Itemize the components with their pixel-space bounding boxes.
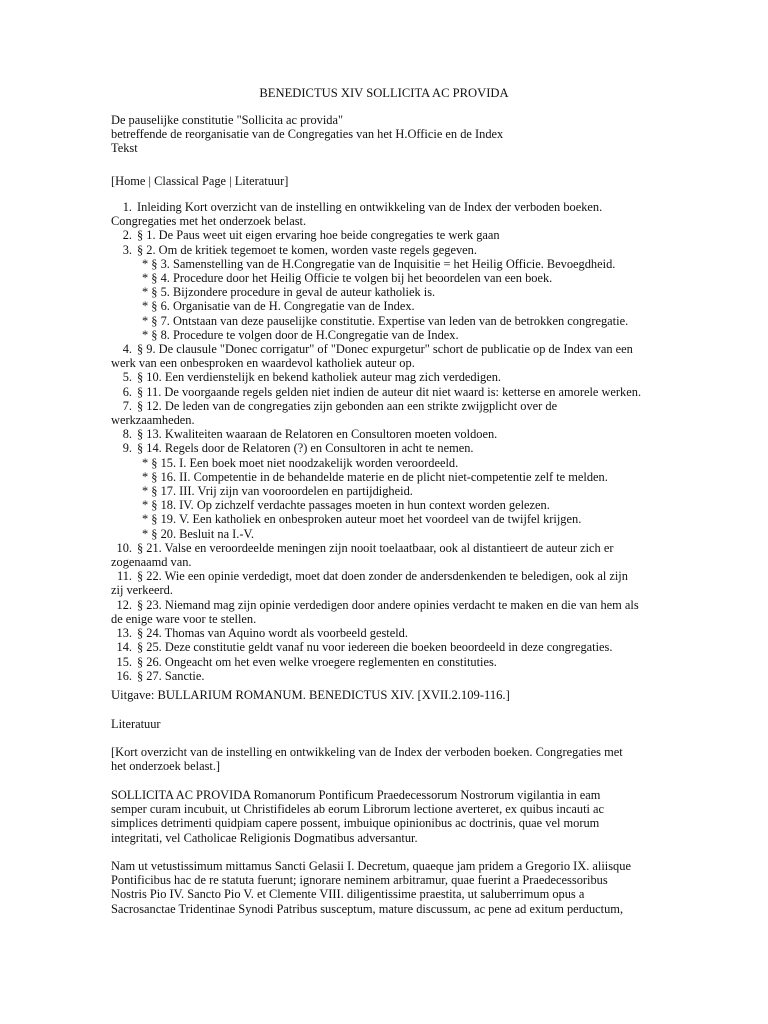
toc-subitem bbox=[111, 328, 661, 342]
nav-literatuur-link[interactable]: Literatuur bbox=[234, 174, 285, 188]
paragraph-line: simplices detrimenti quidpiam capere possent, imbuique opinionibus ac doctrinis, quae vel morum bbox=[111, 816, 600, 831]
toc-item bbox=[111, 399, 661, 427]
paragraph-latin-1 bbox=[111, 788, 667, 845]
toc-item-link[interactable]: de enige ware voor te stellen. bbox=[111, 611, 257, 626]
toc-item-number: 2. bbox=[122, 228, 132, 243]
toc-item bbox=[111, 640, 661, 654]
toc-item bbox=[111, 200, 661, 228]
toc-item bbox=[111, 243, 661, 257]
toc-subitem-link[interactable]: * § 8. Procedure te volgen door de H.Congregatie van de Index. bbox=[142, 327, 459, 342]
toc-item bbox=[111, 598, 661, 626]
intro-block bbox=[111, 113, 671, 156]
toc-subitem bbox=[111, 314, 661, 328]
toc-item bbox=[111, 626, 661, 640]
toc-subitem-link[interactable]: * § 17. III. Vrij zijn van vooroordelen en partijdigheid. bbox=[142, 484, 413, 499]
toc-item-link[interactable]: § 22. Wie een opinie verdedigt, moet dat doen zonder de andersdenkenden te beledigen, ook al zijn bbox=[137, 569, 628, 584]
toc-subitem-link[interactable]: * § 4. Procedure door het Heilig Officie te volgen bij het beoordelen van een boek. bbox=[142, 271, 553, 286]
nav-home-link[interactable]: Home bbox=[115, 174, 146, 188]
nav-links bbox=[111, 174, 288, 188]
toc-item-link[interactable]: § 13. Kwaliteiten waaraan de Relatoren en Consultoren moeten voldoen. bbox=[137, 427, 498, 442]
toc-item bbox=[111, 669, 661, 683]
toc-subitem-link[interactable]: * § 5. Bijzondere procedure in geval de auteur katholiek is. bbox=[142, 285, 436, 300]
toc-subitem bbox=[111, 257, 661, 271]
paragraph-line: Nam ut vetustissimum mittamus Sancti Gelasii I. Decretum, quaeque jam pridem a Gregorio IX. aliisque bbox=[111, 859, 631, 873]
intro-line: De pauselijke constitutie "Sollicita ac provida" bbox=[111, 113, 344, 127]
toc-item-link[interactable]: Inleiding Kort overzicht van de instelling en ontwikkeling van de Index der verboden boeken. bbox=[137, 200, 603, 214]
toc-item-link[interactable]: § 23. Niemand mag zijn opinie verdedigen door andere opinies verdacht te maken en die van hem als bbox=[137, 597, 639, 612]
toc-item-link[interactable]: zogenaamd van. bbox=[111, 555, 192, 570]
toc-item bbox=[111, 427, 661, 441]
toc-item bbox=[111, 541, 661, 569]
toc-item-number: 12. bbox=[116, 597, 132, 612]
toc-subitem-link[interactable]: * § 6. Organisatie van de H. Congregatie van de Index. bbox=[142, 299, 415, 314]
paragraph-latin-2 bbox=[111, 859, 667, 916]
toc-item-number: 13. bbox=[116, 626, 132, 641]
toc-item bbox=[111, 385, 661, 399]
toc-item-number: 16. bbox=[116, 668, 132, 683]
toc-item-link[interactable]: § 21. Valse en veroordeelde meningen zijn nooit toelaatbaar, ook al distantieert de auteur zich er bbox=[137, 540, 614, 555]
toc-item-number: 5. bbox=[122, 370, 132, 385]
toc-item-link[interactable]: § 9. De clausule "Donec corrigatur" of "Donec expurgetur" schort de publicatie op de Index van een bbox=[137, 342, 633, 357]
toc-item bbox=[111, 655, 661, 669]
nav-classical-page-link[interactable]: Classical Page bbox=[154, 174, 227, 188]
toc-item-number: 14. bbox=[116, 640, 132, 655]
nav-bracket-open: [ bbox=[111, 174, 116, 188]
paragraph-line: Pontificibus hac de re statuta fuerunt; ignorare neminem arbitramur, quae fuerint a Praedecessoribus bbox=[111, 873, 608, 888]
literatuur-label: Literatuur bbox=[111, 717, 161, 731]
toc-item-number: 10. bbox=[116, 540, 132, 555]
uitgave-line: Uitgave: BULLARIUM ROMANUM. BENEDICTUS XIV. [XVII.2.109-116.] bbox=[111, 688, 510, 702]
toc-subitem-link[interactable]: * § 19. V. Een katholiek en onbesproken auteur moet het voordeel van de twijfel krijgen. bbox=[142, 512, 582, 527]
toc-subitem bbox=[111, 470, 661, 484]
toc-item-number: 11. bbox=[116, 569, 132, 584]
table-of-contents bbox=[111, 200, 661, 683]
toc-item-link[interactable]: § 26. Ongeacht om het even welke vroegere reglementen en constituties. bbox=[137, 654, 497, 669]
toc-subitem-link[interactable]: * § 15. I. Een boek moet niet noodzakelijk worden veroordeeld. bbox=[142, 455, 459, 470]
toc-item-number: 4. bbox=[122, 342, 132, 357]
toc-item-link[interactable]: werk van een onbesproken en waardevol katholiek auteur op. bbox=[111, 356, 415, 371]
toc-subitem-link[interactable]: * § 16. II. Competentie in de behandelde materie en de plicht niet-competentie zelf te melden. bbox=[142, 469, 608, 484]
toc-subitem bbox=[111, 498, 661, 512]
toc-item-link[interactable]: § 2. Om de kritiek tegemoet te komen, worden vaste regels gegeven. bbox=[137, 242, 477, 257]
paragraph-overview bbox=[111, 745, 667, 773]
toc-subitem bbox=[111, 527, 661, 541]
toc-subitem bbox=[111, 512, 661, 526]
toc-item bbox=[111, 370, 661, 384]
toc-item-number: 3. bbox=[122, 242, 132, 257]
toc-item bbox=[111, 569, 661, 597]
toc-item-number: 15. bbox=[116, 654, 132, 669]
toc-item-link[interactable]: Congregaties met het onderzoek belast. bbox=[111, 214, 307, 229]
paragraph-line: semper curam incubuit, ut Christifideles ab eorum Librorum lectione averteret, ex quibus incauti ac bbox=[111, 802, 605, 817]
toc-item-link[interactable]: § 14. Regels door de Relatoren (?) en Consultoren in acht te nemen. bbox=[137, 441, 474, 456]
toc-item-link[interactable]: § 24. Thomas van Aquino wordt als voorbeeld gesteld. bbox=[137, 626, 408, 641]
toc-item-link[interactable]: § 12. De leden van de congregaties zijn gebonden aan een strikte zwijgplicht over de bbox=[137, 398, 558, 413]
toc-item-link[interactable]: § 11. De voorgaande regels gelden niet indien de auteur dit niet waard is: ketterse en amorele werken. bbox=[137, 384, 642, 399]
toc-item-link[interactable]: § 1. De Paus weet uit eigen ervaring hoe beide congregaties te werk gaan bbox=[137, 228, 500, 243]
paragraph-line: Sacrosanctae Tridentinae Synodi Patribus susceptum, mature discussum, ac pene ad exitum perductum, bbox=[111, 901, 624, 916]
toc-subitem-link[interactable]: * § 20. Besluit na I.-V. bbox=[142, 526, 254, 541]
toc-item-link[interactable]: § 27. Sanctie. bbox=[137, 668, 205, 683]
toc-item-link[interactable]: § 10. Een verdienstelijk en bekend katholiek auteur mag zich verdedigen. bbox=[137, 370, 502, 385]
toc-subitem-link[interactable]: * § 7. Ontstaan van deze pauselijke constitutie. Expertise van leden van de betrokken congregatie. bbox=[142, 313, 629, 328]
toc-item-number: 6. bbox=[122, 384, 132, 399]
toc-subitem bbox=[111, 484, 661, 498]
toc-subitem bbox=[111, 271, 661, 285]
toc-item-link[interactable]: werkzaamheden. bbox=[111, 413, 195, 428]
nav-separator: | bbox=[145, 174, 155, 188]
toc-item-number: 8. bbox=[122, 427, 132, 442]
paragraph-line: het onderzoek belast.] bbox=[111, 759, 221, 774]
toc-item-number: 7. bbox=[122, 398, 132, 413]
paragraph-line: integritati, vel Catholicae Religionis Dogmatibus adversantur. bbox=[111, 830, 418, 845]
toc-item-link[interactable]: zij verkeerd. bbox=[111, 583, 173, 598]
page-title: BENEDICTUS XIV SOLLICITA AC PROVIDA bbox=[259, 86, 509, 100]
toc-subitem bbox=[111, 299, 661, 313]
nav-bracket-close: ] bbox=[284, 174, 289, 188]
toc-item-number: 1. bbox=[122, 200, 132, 214]
toc-item bbox=[111, 342, 661, 370]
toc-subitem-link[interactable]: * § 3. Samenstelling van de H.Congregatie van de Inquisitie = het Heilig Officie. Bevoegdheid. bbox=[142, 256, 616, 271]
nav-separator: | bbox=[226, 174, 235, 188]
paragraph-line: SOLLICITA AC PROVIDA Romanorum Pontificum Praedecessorum Nostrorum vigilantia in eam bbox=[111, 788, 601, 802]
toc-subitem-link[interactable]: * § 18. IV. Op zichzelf verdachte passages moeten in hun context worden gelezen. bbox=[142, 498, 550, 513]
toc-item bbox=[111, 228, 661, 242]
toc-subitem bbox=[111, 456, 661, 470]
toc-item-number: 9. bbox=[122, 441, 132, 456]
paragraph-line: Nostris Pio IV. Sancto Pio V. et Clemente VIII. diligentissime praestita, ut saluberrimum opus a bbox=[111, 887, 585, 902]
tekst-link[interactable]: Tekst bbox=[111, 141, 138, 156]
toc-item bbox=[111, 441, 661, 455]
paragraph-line: [Kort overzicht van de instelling en ontwikkeling van de Index der verboden boeken. Congregaties met bbox=[111, 745, 623, 759]
intro-line: betreffende de reorganisatie van de Congregaties van het H.Officie en de Index bbox=[111, 127, 504, 142]
toc-item-link[interactable]: § 25. Deze constitutie geldt vanaf nu voor iedereen die boeken beoordeeld in deze congregaties. bbox=[137, 640, 613, 655]
toc-subitem bbox=[111, 285, 661, 299]
